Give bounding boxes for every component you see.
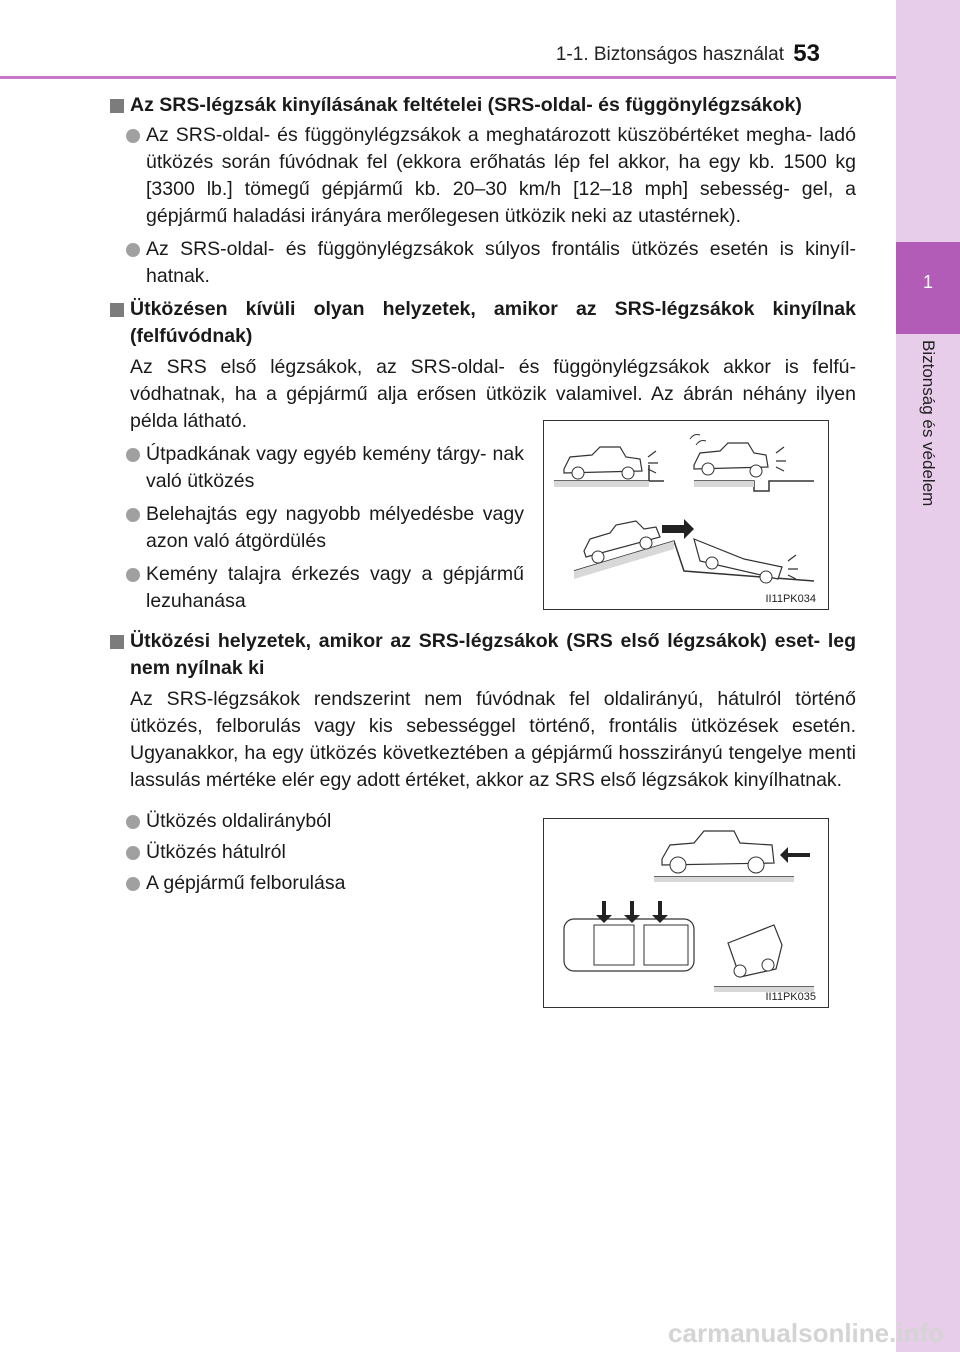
list-item: Az SRS-oldal- és függönylégzsákok a meghatározott küszöbértéket megha- ladó ütközés során fúvódnak fel (ekkora erőhatás lép fel akkor, ha egy kb. 1500 kg [3300 lb.] tömegű gépjármű kb. 20–30 km/h [12–18 mph] sebesség- gel, a gépjármű haladási irányára merőlegesen ütközik neki az utastérnek). bbox=[108, 122, 856, 230]
square-bullet-icon bbox=[110, 99, 124, 113]
circle-bullet-icon bbox=[126, 877, 140, 891]
circle-bullet-icon bbox=[126, 129, 140, 143]
section-heading: Ütközésen kívüli olyan helyzetek, amikor az SRS-légzsákok kinyílnak (felfúvódnak) bbox=[108, 296, 856, 350]
circle-bullet-icon bbox=[126, 568, 140, 582]
list-item: Ütközés hátulról bbox=[108, 839, 508, 866]
page-header bbox=[0, 0, 896, 78]
circle-bullet-icon bbox=[126, 846, 140, 860]
paragraph: Az SRS-légzsákok rendszerint nem fúvódnak fel oldalirányú, hátulról történő ütközés, felborulás vagy kis sebességgel történő, frontális ütközések esetén. Ugyanakkor, ha egy ütközés következtében a gépjármű hosszirányú tengelye menti lassulás mértéke elér egy adott értéket, akkor az SRS első légzsákok kinyílhatnak. bbox=[130, 688, 856, 791]
square-bullet-icon bbox=[110, 303, 124, 317]
list-item: Belehajtás egy nagyobb mélyedésbe vagy azon való átgördülés bbox=[108, 501, 524, 555]
truck-rollover bbox=[714, 925, 814, 992]
circle-bullet-icon bbox=[126, 815, 140, 829]
figure-code: II11PK034 bbox=[765, 593, 816, 605]
truck-rear-impact bbox=[654, 831, 810, 882]
figure-no-deploy bbox=[543, 818, 829, 1008]
figure-curb-impact bbox=[543, 420, 829, 610]
chapter-label: Biztonság és védelem bbox=[919, 340, 938, 507]
truck-curb-scene bbox=[554, 447, 664, 487]
truck-landing-scene bbox=[574, 519, 814, 583]
header-rule bbox=[0, 76, 896, 79]
circle-bullet-icon bbox=[126, 243, 140, 257]
vehicle-impact-illustration bbox=[544, 421, 827, 608]
no-deploy-illustration bbox=[544, 819, 827, 1006]
paragraph: Az SRS első légzsákok, az SRS-oldal- és függönylégzsákok akkor is felfú- vódhatnak, ha a gépjármű alja erősen ütközik valamivel. Az ábrán néhány ilyen példa látható. bbox=[130, 356, 856, 432]
page-number: 53 bbox=[793, 40, 820, 67]
watermark: carmanualsonline.info bbox=[668, 1318, 944, 1348]
bullet-list bbox=[108, 441, 524, 615]
section-heading: Ütközési helyzetek, amikor az SRS-légzsákok (SRS első légzsákok) eset- leg nem nyílnak ki bbox=[108, 628, 856, 682]
circle-bullet-icon bbox=[126, 508, 140, 522]
section-heading: Az SRS-légzsák kinyílásának feltételei (SRS-oldal- és függönylégzsákok) bbox=[108, 92, 856, 119]
chapter-title: 1-1. Biztonságos használat bbox=[555, 44, 784, 65]
list-item: Az SRS-oldal- és függönylégzsákok súlyos frontális ütközés esetén is kinyíl- hatnak. bbox=[108, 236, 856, 290]
list-item: A gépjármű felborulása bbox=[108, 870, 508, 897]
truck-side-impact bbox=[564, 901, 694, 971]
list-item: Kemény talajra érkezés vagy a gépjármű lezuhanása bbox=[108, 561, 524, 615]
list-item: Ütközés oldalirányból bbox=[108, 808, 508, 835]
side-tab bbox=[896, 0, 960, 1352]
list-item: Útpadkának vagy egyéb kemény tárgy- nak való ütközés bbox=[108, 441, 524, 495]
bullet-list bbox=[108, 808, 508, 897]
chapter-number-tab: 1 bbox=[896, 242, 960, 334]
square-bullet-icon bbox=[110, 635, 124, 649]
figure-code: II11PK035 bbox=[765, 991, 816, 1003]
truck-hole-scene bbox=[690, 435, 814, 492]
circle-bullet-icon bbox=[126, 448, 140, 462]
